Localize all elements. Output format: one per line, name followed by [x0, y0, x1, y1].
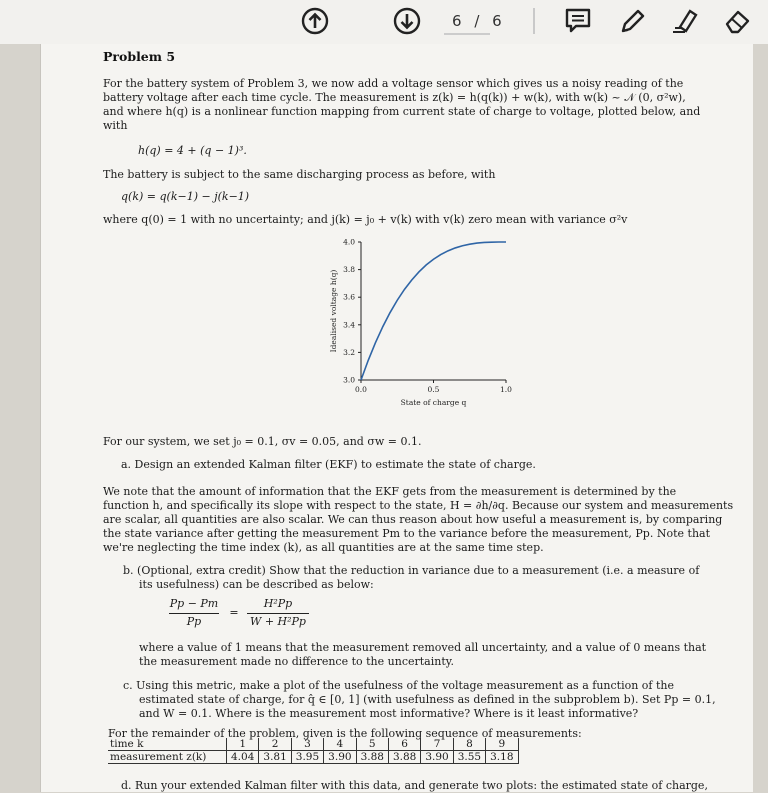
frac-left-denominator: Pp	[186, 615, 202, 628]
frac-equals: =	[229, 606, 239, 619]
table-row-measurement	[108, 751, 518, 764]
voltage-chart	[306, 230, 521, 430]
chart-y-tick-label: 3.6	[343, 292, 355, 302]
table-label-measurement: measurement z(k)	[108, 751, 227, 764]
part-d: d. Run your extended Kalman filter with this data, and generate two plots: the estimated state of charge,	[121, 779, 708, 792]
toolbar-divider	[533, 8, 535, 34]
table-cell: 4.04	[227, 751, 259, 764]
chart-y-label: Idealised voltage h(q)	[329, 269, 338, 353]
table-cell: 2	[259, 738, 291, 751]
highlighter-icon[interactable]	[670, 6, 700, 36]
intro-line-4: with	[103, 119, 128, 132]
intro-line-2: battery voltage after each time cycle. The measurement is z(k) = h(q(k)) + w(k), with w(k) ~ 𝒩 (0, σ²w),	[103, 91, 686, 104]
intro-line-3: and where h(q) is a nonlinear function mapping from current state of charge to voltage, plotted below, and	[103, 105, 701, 118]
where-line: where q(0) = 1 with no uncertainty; and j(k) = j₀ + v(k) with v(k) zero mean with variance σ²v	[103, 213, 628, 226]
equation-h: h(q) = 4 + (q − 1)³.	[138, 144, 247, 157]
chart-y-tick-label: 3.8	[343, 265, 355, 275]
table-cell: 3.90	[421, 751, 453, 764]
equation-q: q(k) = q(k−1) − j(k−1)	[121, 190, 250, 203]
chart-x-tick-label: 0.5	[427, 385, 440, 394]
meaning-line-2: the measurement made no difference to the uncertainty.	[139, 655, 454, 668]
table-cell: 7	[421, 738, 453, 751]
frac-right-denominator: W + H²Pp	[250, 615, 306, 628]
meaning-line-1: where a value of 1 means that the measurement removed all uncertainty, and a value of 0 means that	[139, 641, 707, 654]
page-total: 6	[492, 12, 506, 30]
table-cell: 9	[486, 738, 518, 751]
note-line-2: function h, and specifically its slope with respect to the state, H = ∂h/∂q. Because our system and measurements	[103, 499, 734, 512]
part-a: a. Design an extended Kalman filter (EKF) to estimate the state of charge.	[121, 458, 536, 471]
table-cell: 6	[388, 738, 420, 751]
table-cell: 3.88	[356, 751, 388, 764]
part-b-line-1: b. (Optional, extra credit) Show that the reduction in variance due to a measurement (i.e. a measure of	[123, 564, 700, 577]
table-label-time: time k	[108, 738, 227, 751]
table-cell: 3.95	[291, 751, 323, 764]
table-cell: 4	[324, 738, 356, 751]
chart-y-tick-label: 4.0	[343, 237, 355, 247]
frac-right-numerator: H²Pp	[263, 597, 293, 610]
chart-x-label: State of charge q	[400, 398, 467, 407]
note-line-5: we're neglecting the time index (k), as all quantities are at the same time step.	[103, 541, 544, 554]
chart-x-tick-label: 1.0	[500, 385, 512, 394]
page-up-icon[interactable]	[300, 6, 330, 36]
frac-left-numerator: Pp − Pm	[169, 597, 219, 610]
page-indicator-underline	[444, 33, 490, 35]
table-cell: 5	[356, 738, 388, 751]
chart-y-tick-label: 3.0	[343, 375, 355, 385]
system-params-line: For our system, we set j₀ = 0.1, σv = 0.05, and σw = 0.1.	[103, 435, 422, 448]
chart-x-tick-label: 0.0	[355, 385, 367, 394]
table-cell: 3.90	[324, 751, 356, 764]
remainder-line: For the remainder of the problem, given is the following sequence of measurements:	[108, 727, 582, 740]
problem-title: Problem 5	[103, 49, 176, 64]
eraser-icon[interactable]	[722, 6, 752, 36]
viewer-toolbar	[0, 0, 768, 44]
table-cell: 3.18	[486, 751, 518, 764]
table-cell: 3.55	[453, 751, 485, 764]
page-current: 6	[452, 12, 466, 30]
chart-series-line	[361, 242, 506, 380]
part-c-line-3: and W = 0.1. Where is the measurement most informative? Where is it least informative?	[139, 707, 639, 720]
chart-y-tick-label: 3.4	[343, 320, 355, 330]
chart-axes	[361, 242, 506, 380]
note-line-1: We note that the amount of information that the EKF gets from the measurement is determined by the	[103, 485, 677, 498]
table-cell: 3.88	[388, 751, 420, 764]
table-row-time	[108, 738, 518, 751]
intro-line-1: For the battery system of Problem 3, we now add a voltage sensor which gives us a noisy reading of the	[103, 77, 684, 90]
measurement-table	[108, 738, 519, 764]
page-indicator	[452, 12, 506, 30]
table-cell: 3.81	[259, 751, 291, 764]
note-line-4: the state variance after getting the measurement Pm to the variance before the measurement, Pp. Note that	[103, 527, 711, 540]
table-cell: 3	[291, 738, 323, 751]
note-line-3: are scalar, all quantities are also scalar. We can thus reason about how useful a measurement is, by comparing	[103, 513, 723, 526]
frac-right-line	[247, 613, 309, 614]
frac-left-line	[169, 613, 219, 614]
table-cell: 1	[227, 738, 259, 751]
part-c-line-1: c. Using this metric, make a plot of the usefulness of the voltage measurement as a function of the	[123, 679, 674, 692]
comment-icon[interactable]	[563, 6, 593, 36]
discharge-line: The battery is subject to the same discharging process as before, with	[103, 168, 496, 181]
table-cell: 8	[453, 738, 485, 751]
document-page	[40, 44, 753, 792]
chart-y-tick-label: 3.2	[343, 347, 355, 357]
pen-icon[interactable]	[617, 6, 647, 36]
page-down-icon[interactable]	[392, 6, 422, 36]
part-c-line-2: estimated state of charge, for q̂ ∈ [0, 1] (with usefulness as defined in the subproblem b). Set Pp = 0.1,	[139, 693, 716, 706]
part-b-line-2: its usefulness) can be described as below:	[139, 578, 374, 591]
page-separator: /	[474, 12, 484, 30]
